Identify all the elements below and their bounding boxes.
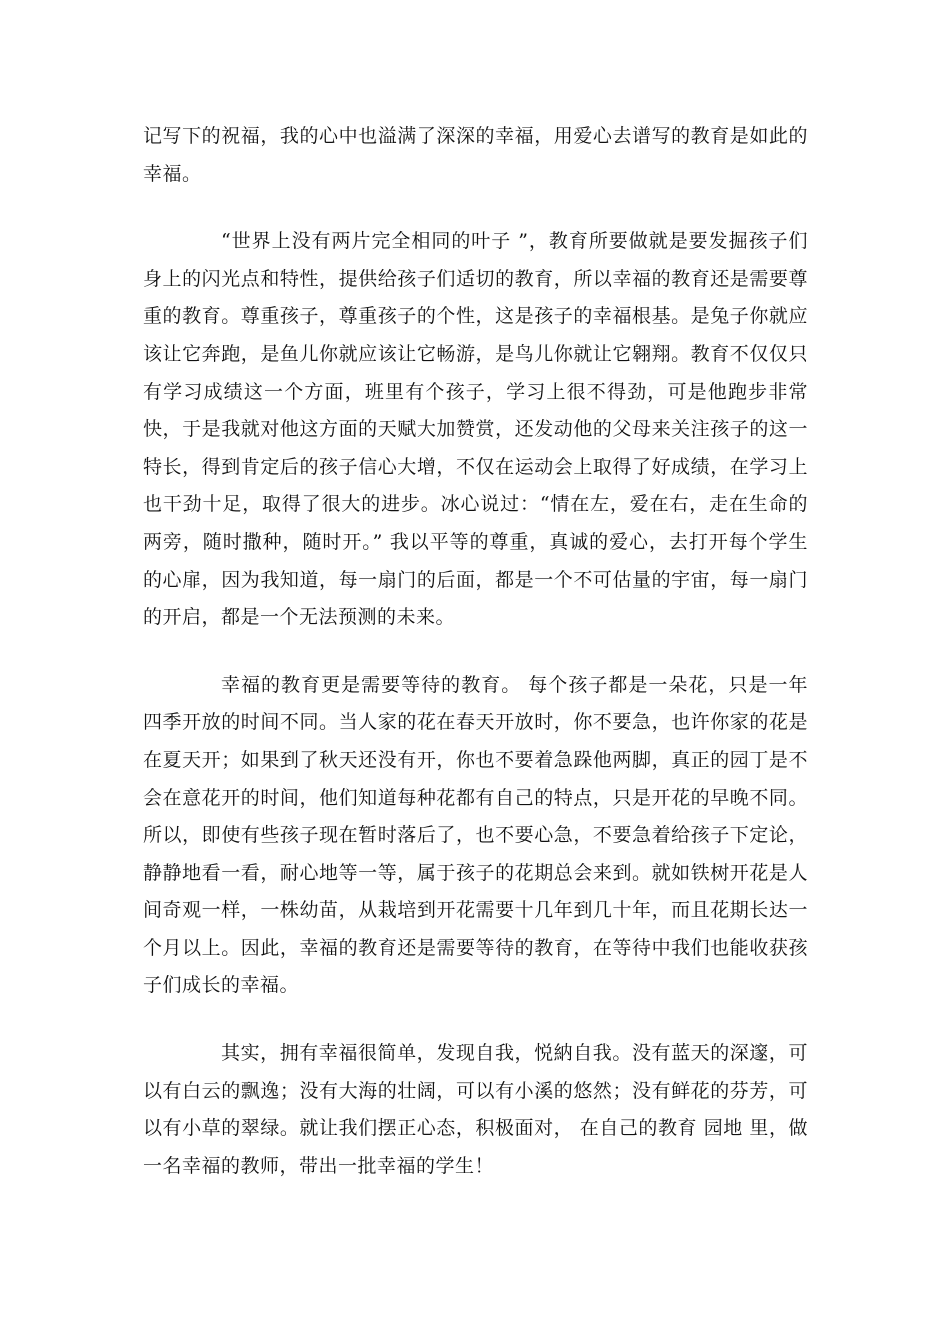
paragraph-4: 其实，拥有幸福很简单，发现自我，悦納自我。没有蓝天的深邃，可以有白云的飘逸；没有大海的壮阔，可以有小溪的悠然；没有鲜花的芬芳，可以有小草的翠绿。就让我们摆正心态，积极面对， 在自己的教育 园地 里，做一名幸福的教师，带出一批幸福的学生！ [143, 1042, 808, 1177]
paragraph-3: 幸福的教育更是需要等待的教育。 每个孩子都是一朵花，只是一年四季开放的时间不同。当人家的花在春天开放时，你不要急，也许你家的花是在夏天开；如果到了秋天还没有开，你也不要着急跺他两脚，真正的园丁是不会在意花开的时间，他们知道每种花都有自己的特点，只是开花的早晚不同。所以，即使有些孩子现在暂时落后了，也不要心急，不要急着给孩子下定论，静静地看一看，耐心地等一等，属于孩子的花期总会来到。就如铁树开花是人间奇观一样，一株幼苗，从栽培到开花需要十几年到几十年，而且花期长达一个月以上。因此，幸福的教育还是需要等待的教育，在等待中我们也能收获孩子们成长的幸福。 [143, 673, 808, 997]
paragraph-gap [143, 637, 808, 667]
paragraph-2: “世界上没有两片完全相同的叶子 ”，教育所要做就是要发掘孩子们身上的闪光点和特性，提供给孩子们适切的教育，所以幸福的教育还是需要尊重的教育。尊重孩子，尊重孩子的个性，这是孩子的幸福根基。是兔子你就应该让它奔跑，是鱼儿你就应该让它畅游，是鸟儿你就让它翱翔。教育不仅仅只有学习成绩这一个方面，班里有个孩子，学习上很不得劲，可是他跑步非常快，于是我就对他这方面的天赋大加赞赏，还发动他的父母来关注孩子的这一特长，得到肯定后的孩子信心大增，不仅在运动会上取得了好成绩，在学习上也干劲十足，取得了很大的进步。冰心说过：“情在左，爱在右，走在生命的两旁，随时撒种，随时开。” 我以平等的尊重，真诚的爱心，去打开每个学生的心扉，因为我知道，每一扇门的后面，都是一个不可估量的宇宙，每一扇门的开启，都是一个无法预测的未来。 [143, 230, 808, 629]
paragraph-1: 记写下的祝福，我的心中也溢满了深深的幸福，用爱心去谱写的教育是如此的幸福。 [143, 125, 808, 185]
document-body [143, 118, 808, 1185]
paragraph-gap [143, 1005, 808, 1035]
paragraph-gap [143, 193, 808, 223]
